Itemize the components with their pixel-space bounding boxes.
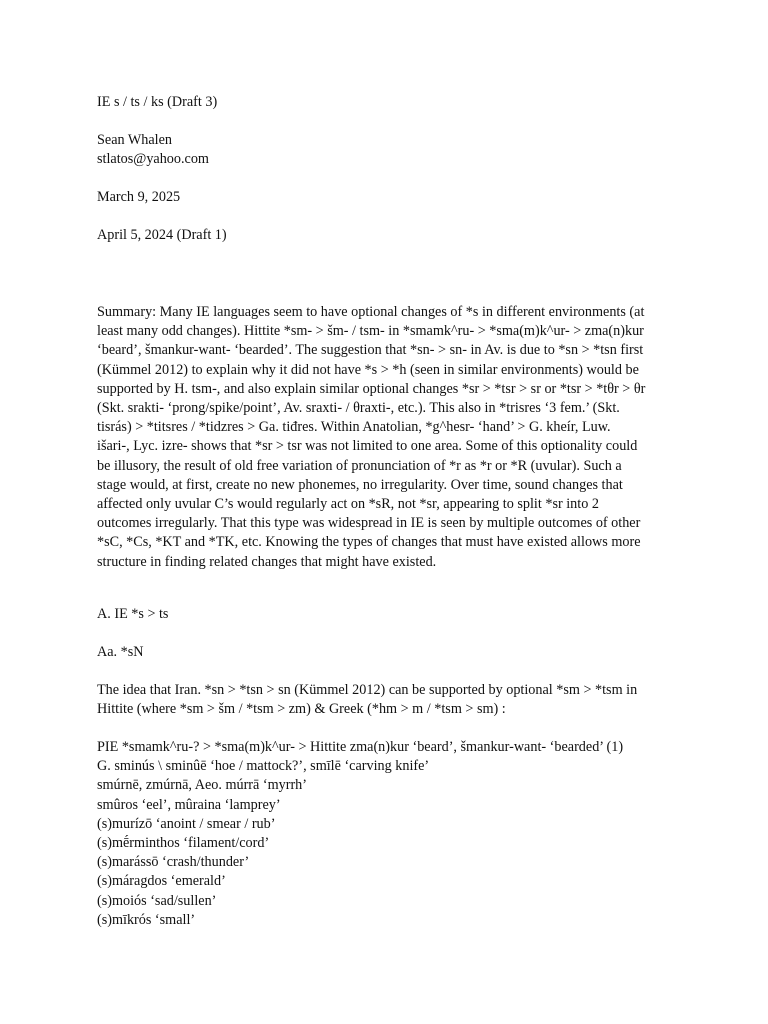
summary-line: structure in finding related changes that might have existed. [97,553,437,570]
section-heading [97,605,677,624]
summary-line: outcomes irregularly. That this type was widespread in IE is seen by multiple outcomes of other [97,515,641,532]
summary-line: affected only uvular C’s would regularly act on *sR, not *sr, appearing to split *sr into 2 [97,496,599,513]
example-line: (s)mīkrós ‘small’ [97,911,196,928]
intro-paragraph [97,681,677,719]
summary-line: išari-, Lyc. izre- shows that *sr > tsr was not limited to one area. Some of this optionality could [97,438,638,455]
example-line: (s)máragdos ‘emerald’ [97,873,226,890]
summary-line: Summary: Many IE languages seem to have optional changes of *s in different environments (at [97,304,645,320]
author-block [97,131,677,169]
summary-line: least many odd changes). Hittite *sm- > šm- / tsm- in *smamk^ru- > *sma(m)k^ur- > zma(n)kur [97,323,644,340]
document-title [97,93,677,112]
example-line: smúrnē, zmúrnā, Aeo. múrrā ‘myrrh’ [97,777,307,794]
author-name: Sean Whalen [97,132,172,148]
date-line [97,188,677,207]
summary-line: stage would, at first, create no new phonemes, no irregularity. Over time, sound changes that [97,476,623,493]
summary-line: tisrás) > *titsres / *tidzres > Ga. tiđres. Within Anatolian, *g^hesr- ‘hand’ > G. kheír, Luw. [97,419,611,436]
example-line: PIE *smamk^ru-? > *sma(m)k^ur- > Hittite zma(n)kur ‘beard’, šmankur-want- ‘bearded’ (1) [97,739,624,755]
summary-line: supported by H. tsm-, and also explain similar optional changes *sr > *tsr > sr or *tsr > *tθr > θr [97,380,646,397]
summary-line: *sC, *Cs, *KT and *TK, etc. Knowing the types of changes that must have existed allows more [97,534,641,551]
author-email: stlatos@yahoo.com [97,151,209,168]
draft1-date: April 5, 2024 (Draft 1) [97,227,227,243]
intro-line: Hittite (where *sm > šm / *tsm > zm) & Greek (*hm > m / *tsm > sm) : [97,701,506,718]
summary-line: (Skt. srakti- ‘prong/spike/point’, Av. sraxti- / θraxti-, etc.). This also in *trisres ‘3 fem.’ (Skt. [97,400,620,417]
summary-line: ‘beard’, šmankur-want- ‘bearded’. The suggestion that *sn- > sn- in Av. is due to *sn > *tsn first [97,342,644,359]
summary-line: (Kümmel 2012) to explain why it did not have *s > *h (seen in similar environments) would be [97,361,639,378]
title-text: IE s / ts / ks (Draft 3) [97,94,218,110]
section-a-heading: A. IE *s > ts [97,606,169,622]
example-line: (s)moiós ‘sad/sullen’ [97,892,217,909]
example-line: G. sminús \ sminûē ‘hoe / mattock?’, smīlē ‘carving knife’ [97,758,430,775]
summary-paragraph [97,303,677,572]
section-aa-heading: Aa. *sN [97,644,144,660]
document-date: March 9, 2025 [97,189,181,205]
draft1-date-line [97,226,677,245]
example-line: (s)mḗrminthos ‘filament/cord’ [97,835,270,852]
intro-line: The idea that Iran. *sn > *tsn > sn (Kümmel 2012) can be supported by optional *sm > *tsm in [97,682,638,698]
example-line: (s)marássō ‘crash/thunder’ [97,854,250,871]
example-line: (s)murízō ‘anoint / smear / rub’ [97,815,276,832]
example-list [97,738,677,930]
summary-line: be illusory, the result of old free variation of pronunciation of *r as *r or *R (uvular). Such a [97,457,622,474]
subsection-heading [97,643,677,662]
example-line: smûros ‘eel’, mûraina ‘lamprey’ [97,796,281,813]
